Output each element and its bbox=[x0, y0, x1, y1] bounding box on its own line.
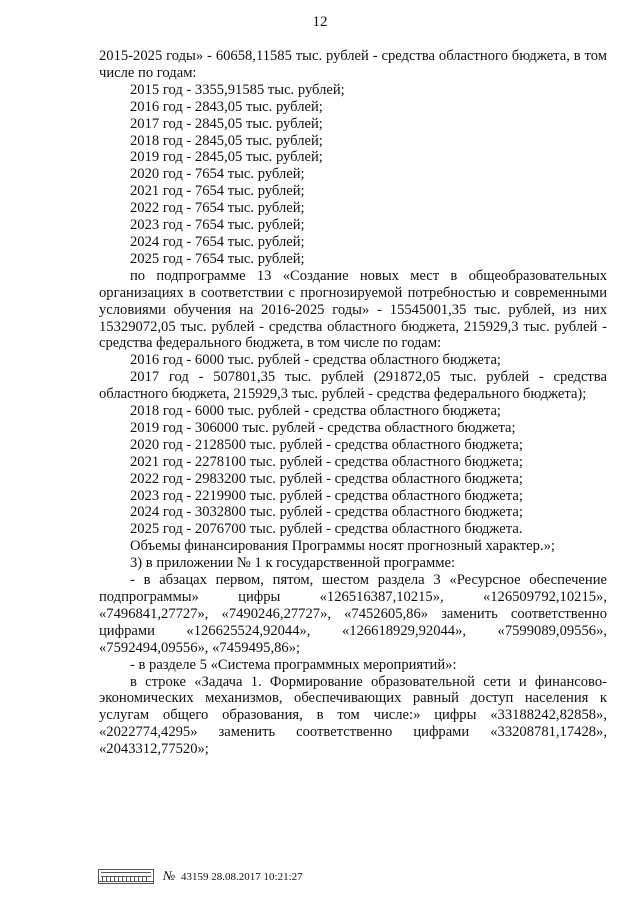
paragraph: по подпрограмме 13 «Создание новых мест в общеобразовательных организациях в соответствии с прогнозируемой потребностью и современными условиями обучения на 2016-2025 годы» - 15545001,35 тыс. рублей, из них 15329072,05 тыс. рублей - средства областного бюджета, 215929,3 тыс. рублей - средства федерального бюджета, в том числе по годам: bbox=[99, 267, 607, 352]
number-sign: № bbox=[163, 868, 176, 883]
paragraph: 2017 год - 2845,05 тыс. рублей; bbox=[130, 115, 323, 132]
registration-number-date: 43159 28.08.2017 10:21:27 bbox=[181, 871, 303, 883]
document-body bbox=[99, 48, 607, 758]
paragraph: 2015 год - 3355,91585 тыс. рублей; bbox=[130, 81, 345, 98]
paragraph: 2022 год - 7654 тыс. рублей; bbox=[130, 200, 305, 217]
paragraph: 2023 год - 2219900 тыс. рублей - средства областного бюджета; bbox=[130, 487, 523, 504]
paragraph: 2025 год - 2076700 тыс. рублей - средства областного бюджета. bbox=[130, 521, 523, 538]
paragraph: - в абзацах первом, пятом, шестом раздела 3 «Ресурсное обеспечение подпрограммы» цифры «126516387,10215», «126509792,10215», «7496841,27727», «7490246,27727», «7452605,86» заменить соответственно цифрами «126625524,92044», «126618929,92044», «7599089,09556», «7592494,09556», «7459495,86»; bbox=[99, 572, 607, 656]
paragraph: 2019 год - 306000 тыс. рублей - средства областного бюджета; bbox=[130, 419, 516, 436]
paragraph: 2020 год - 7654 тыс. рублей; bbox=[130, 166, 305, 183]
page-number: 12 bbox=[312, 14, 328, 30]
paragraph: - в разделе 5 «Система программных мероприятий»: bbox=[130, 656, 457, 673]
paragraph: 2019 год - 2845,05 тыс. рублей; bbox=[130, 149, 323, 166]
paragraph: 2021 год - 7654 тыс. рублей; bbox=[130, 183, 305, 200]
paragraph: 2025 год - 7654 тыс. рублей; bbox=[130, 250, 305, 267]
paragraph: 2016 год - 2843,05 тыс. рублей; bbox=[130, 98, 323, 115]
government-logo-icon bbox=[98, 869, 154, 884]
paragraph: 2020 год - 2128500 тыс. рублей - средства областного бюджета; bbox=[130, 436, 523, 453]
paragraph: 2015-2025 годы» - 60658,11585 тыс. рублей - средства областного бюджета, в том числе по годам: bbox=[99, 48, 607, 81]
paragraph: 2024 год - 3032800 тыс. рублей - средства областного бюджета; bbox=[130, 504, 523, 521]
paragraph: 3) в приложении № 1 к государственной программе: bbox=[130, 555, 456, 572]
paragraph: 2018 год - 6000 тыс. рублей - средства областного бюджета; bbox=[130, 403, 501, 420]
paragraph: в строке «Задача 1. Формирование образовательной сети и финансово-экономических механизмов, обеспечивающих равный доступ населения к услугам общего образования, в том числе:» цифры «33188242,82858», «2022774,4295» заменить соответственно цифрами «33208781,17428», «2043312,77520»; bbox=[99, 673, 607, 758]
paragraph: 2024 год - 7654 тыс. рублей; bbox=[130, 233, 305, 250]
paragraph: 2018 год - 2845,05 тыс. рублей; bbox=[130, 132, 323, 149]
footer-stamp bbox=[98, 868, 303, 884]
paragraph: 2022 год - 2983200 тыс. рублей - средства областного бюджета; bbox=[130, 470, 523, 487]
paragraph: 2017 год - 507801,35 тыс. рублей (291872,05 тыс. рублей - средства областного бюджета, 215929,3 тыс. рублей - средства федерального бюджета); bbox=[99, 369, 607, 403]
registration-stamp bbox=[163, 868, 303, 884]
paragraph: 2023 год - 7654 тыс. рублей; bbox=[130, 217, 305, 234]
paragraph: Объемы финансирования Программы носят прогнозный характер.»; bbox=[130, 538, 555, 555]
paragraph: 2016 год - 6000 тыс. рублей - средства областного бюджета; bbox=[130, 352, 501, 369]
paragraph: 2021 год - 2278100 тыс. рублей - средства областного бюджета; bbox=[130, 453, 523, 470]
